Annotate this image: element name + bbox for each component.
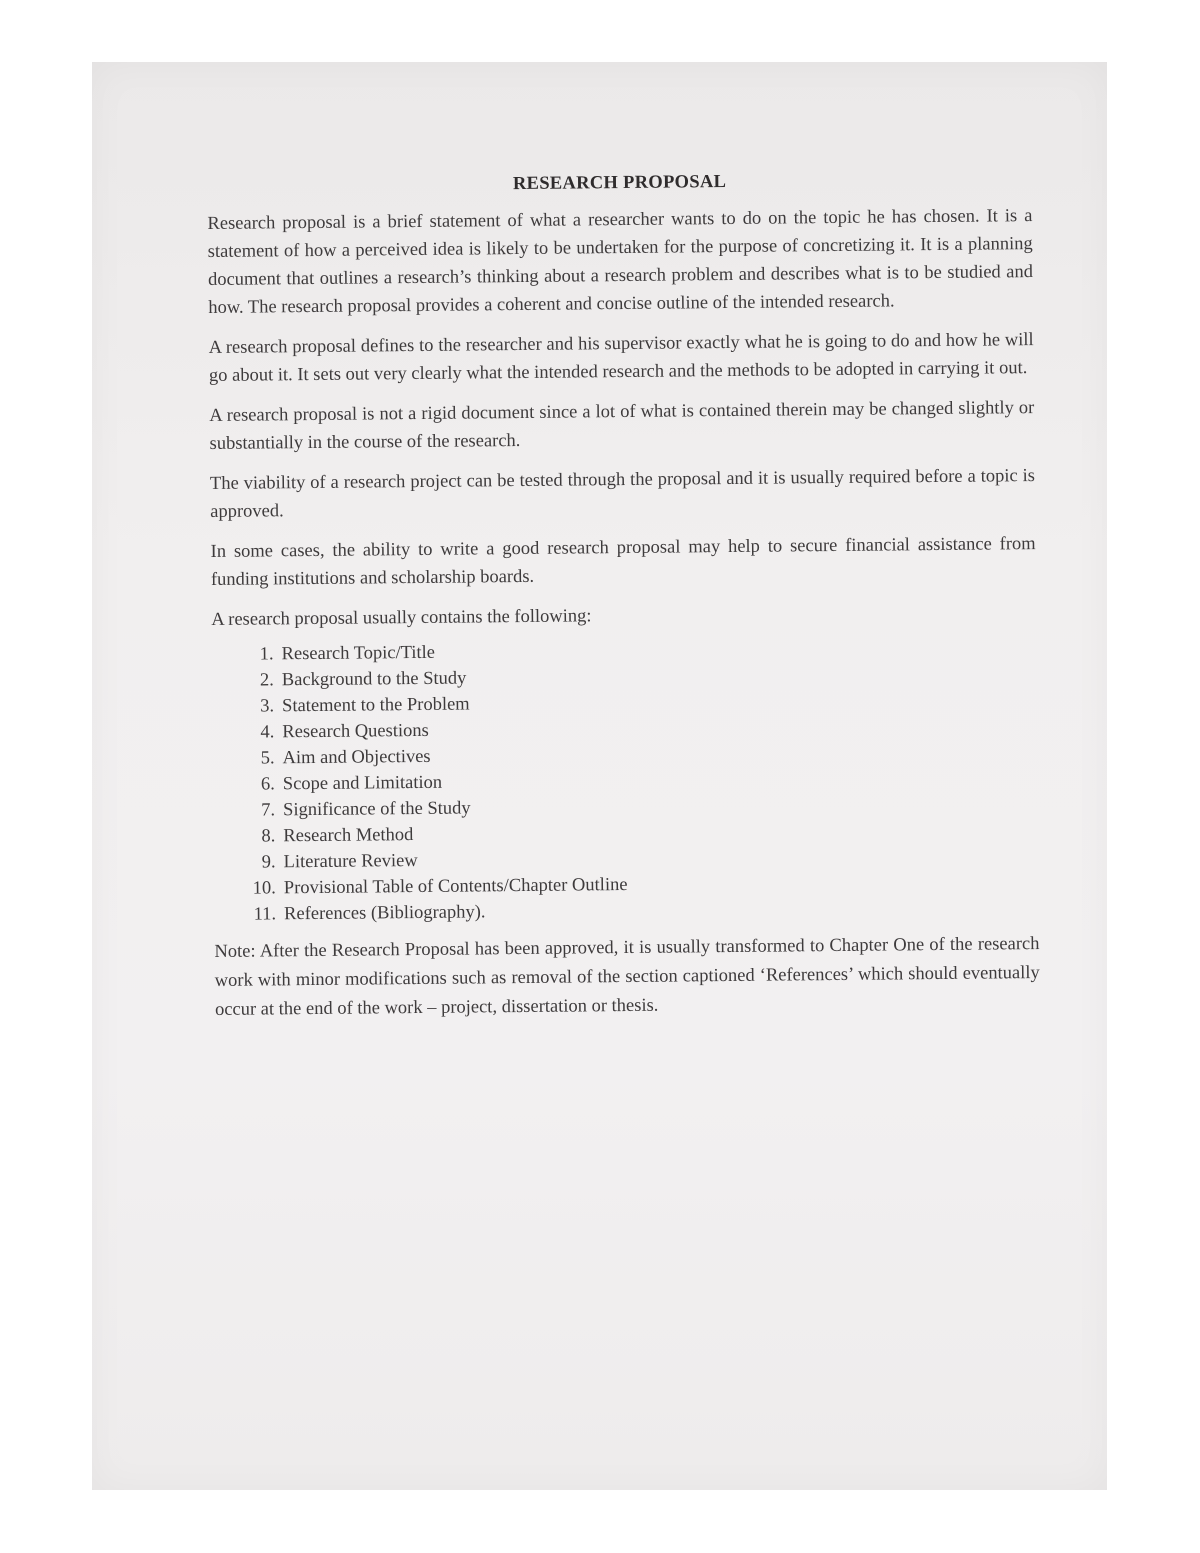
list-item-label: Significance of the Study (283, 798, 471, 821)
list-item-label: Research Topic/Title (281, 642, 436, 665)
list-item-number: 9. (261, 852, 276, 873)
paragraph-flexibility: A research proposal is not a rigid document since a lot of what is contained therein may be changed slightly or substantially in the course of the research. (209, 398, 1035, 454)
list-item-label: Background to the Study (281, 668, 467, 691)
list-item-number: 3. (260, 696, 275, 717)
contents-intro: A research proposal usually contains the following: (211, 606, 592, 630)
list-item-label: Aim and Objectives (282, 746, 431, 769)
list-item-label: Provisional Table of Contents/Chapter Outline (283, 874, 628, 899)
list-item-label: Research Questions (282, 720, 429, 743)
list-item-number: 6. (260, 774, 275, 795)
note-paragraph: Note: After the Research Proposal has been approved, it is usually transformed to Chapter One of the research work with minor modifications such as removal of the section captioned ‘References’ which should eventually occur at the end of the work – project, dissertation or thesis. (214, 934, 1040, 1020)
list-item-label: Scope and Limitation (282, 772, 443, 795)
list-item-label: References (Bibliography). (284, 902, 486, 925)
paper-sheet (92, 62, 1107, 1490)
paragraph-funding: In some cases, the ability to write a good research proposal may help to secure financial assistance from funding institutions and scholarship boards. (210, 534, 1036, 590)
document-title: RESEARCH PROPOSAL (512, 172, 727, 195)
list-item-number: 10. (252, 878, 276, 899)
paragraph-purpose: A research proposal defines to the researcher and his supervisor exactly what he is going to do and how he will go about it. It sets out very clearly what the intended research and the methods to be adopted in carrying it out. (208, 330, 1034, 386)
paragraph-viability: The viability of a research project can be tested through the proposal and it is usually required before a topic is approved. (209, 466, 1036, 522)
list-item-number: 4. (260, 722, 275, 743)
contents-list (211, 634, 1039, 928)
list-item-label: Research Method (283, 825, 414, 847)
list-item-number: 8. (261, 826, 276, 847)
list-item-label: Statement to the Problem (282, 694, 470, 717)
document-body (207, 166, 1040, 1025)
list-item-number: 1. (259, 644, 274, 665)
list-item-number: 7. (261, 800, 276, 821)
paragraph-definition: Research proposal is a brief statement of what a researcher wants to do on the topic he has chosen. It is a statement of how a perceived idea is likely to be undertaken for the purpose of concretizing it. It is a planning document that outlines a research’s thinking about a research problem and describes what is to be studied and how. The research proposal provides a coherent and concise outline of the intended research. (207, 206, 1034, 318)
list-item-number: 2. (259, 670, 274, 691)
list-item-number: 5. (260, 748, 275, 769)
list-item-number: 11. (253, 904, 277, 925)
list-item-label: Literature Review (283, 851, 418, 873)
